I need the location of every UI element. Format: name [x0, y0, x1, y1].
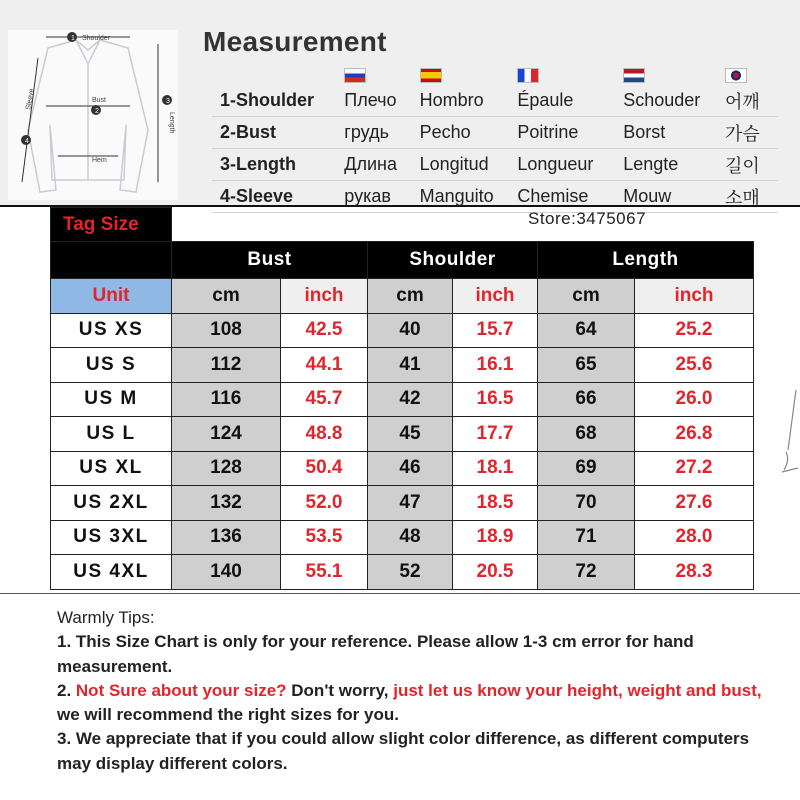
length-cm: 64 — [538, 313, 635, 348]
table-row — [51, 382, 754, 417]
shoulder-cm: 41 — [368, 348, 453, 383]
bust-inch: 50.4 — [281, 451, 368, 486]
translation-ru: Плечо — [342, 85, 417, 117]
flag-row — [212, 64, 778, 85]
translation-kr: 어깨 — [723, 85, 778, 117]
tip-2-question: Not Sure about your size? — [75, 680, 287, 700]
group-length: Length — [538, 242, 754, 279]
table-row — [51, 520, 754, 555]
netherlands-flag-icon — [623, 68, 645, 83]
tag-row — [51, 208, 754, 242]
group-bust: Bust — [172, 242, 368, 279]
tag-size-label: Tag Size — [51, 208, 172, 242]
shirt-diagram-icon — [8, 30, 178, 200]
length-inch: 25.6 — [635, 348, 754, 383]
group-header-row — [51, 242, 754, 279]
shoulder-inch: 16.5 — [453, 382, 538, 417]
shoulder-cm: 40 — [368, 313, 453, 348]
size-label: US 3XL — [51, 520, 172, 555]
unit-header-inch: inch — [635, 279, 754, 314]
length-inch: 28.3 — [635, 555, 754, 590]
tip-1: 1. This Size Chart is only for your reference. Please allow 1-3 cm error for hand measurement. — [57, 632, 694, 676]
diagram-number-2: 2 — [95, 108, 99, 115]
translation-kr: 길이 — [723, 149, 778, 181]
length-cm: 68 — [538, 417, 635, 452]
translation-fr: Poitrine — [515, 117, 621, 149]
shoulder-cm: 45 — [368, 417, 453, 452]
measurement-title: Measurement — [203, 26, 387, 57]
warmly-tips — [57, 606, 777, 776]
bust-inch: 44.1 — [281, 348, 368, 383]
measurement-panel — [0, 0, 800, 207]
translation-ru: рукав — [342, 181, 417, 213]
translation-ru: Длина — [342, 149, 417, 181]
bust-cm: 132 — [172, 486, 281, 521]
shoulder-cm: 48 — [368, 520, 453, 555]
measurement-row — [212, 149, 778, 181]
measurement-translation-table — [212, 64, 778, 213]
length-cm: 72 — [538, 555, 635, 590]
bust-cm: 108 — [172, 313, 281, 348]
diagram-number-4: 4 — [25, 138, 29, 145]
size-label: US L — [51, 417, 172, 452]
size-label: US 4XL — [51, 555, 172, 590]
shoulder-inch: 17.7 — [453, 417, 538, 452]
measurement-key: 2-Bust — [212, 117, 342, 149]
diagram-label-sleeve: Sleeve — [25, 88, 36, 111]
tip-2-recommend: we will recommend the right sizes for you. — [57, 705, 399, 725]
size-label: US XL — [51, 451, 172, 486]
length-inch: 25.2 — [635, 313, 754, 348]
shoulder-cm: 46 — [368, 451, 453, 486]
translation-kr: 소매 — [723, 181, 778, 213]
bust-inch: 42.5 — [281, 313, 368, 348]
bust-cm: 136 — [172, 520, 281, 555]
table-row — [51, 486, 754, 521]
bust-inch: 55.1 — [281, 555, 368, 590]
unit-header-row — [51, 279, 754, 314]
bust-cm: 128 — [172, 451, 281, 486]
bust-inch: 45.7 — [281, 382, 368, 417]
table-row — [51, 451, 754, 486]
length-inch: 27.2 — [635, 451, 754, 486]
size-chart-table — [50, 207, 754, 590]
unit-header-inch: inch — [281, 279, 368, 314]
tip-2-request: just let us know your height, weight and bust, — [393, 680, 762, 700]
measurement-key: 1-Shoulder — [212, 85, 342, 117]
length-cm: 66 — [538, 382, 635, 417]
translation-fr: Chemise — [515, 181, 621, 213]
size-label: US M — [51, 382, 172, 417]
length-inch: 28.0 — [635, 520, 754, 555]
translation-es: Longitud — [418, 149, 516, 181]
translation-nl: Mouw — [621, 181, 723, 213]
length-cm: 69 — [538, 451, 635, 486]
size-label: US 2XL — [51, 486, 172, 521]
bust-cm: 140 — [172, 555, 281, 590]
shirt-diagram — [8, 30, 178, 200]
measurement-row — [212, 85, 778, 117]
shoulder-inch: 20.5 — [453, 555, 538, 590]
tip-2-prefix: 2. — [57, 680, 76, 700]
length-inch: 27.6 — [635, 486, 754, 521]
length-inch: 26.8 — [635, 417, 754, 452]
unit-header-cm: cm — [368, 279, 453, 314]
unit-header-cm: cm — [172, 279, 281, 314]
size-label: US S — [51, 348, 172, 383]
shoulder-cm: 52 — [368, 555, 453, 590]
cropped-garment-outline-icon — [760, 240, 800, 590]
length-cm: 65 — [538, 348, 635, 383]
tips-divider — [0, 593, 800, 594]
length-cm: 70 — [538, 486, 635, 521]
shoulder-inch: 18.5 — [453, 486, 538, 521]
group-shoulder: Shoulder — [368, 242, 538, 279]
table-row — [51, 313, 754, 348]
size-label: US XS — [51, 313, 172, 348]
bust-inch: 52.0 — [281, 486, 368, 521]
tip-3: 3. We appreciate that if you could allow slight color difference, as different computers may display different colors. — [57, 729, 750, 773]
translation-ru: грудь — [342, 117, 417, 149]
shoulder-inch: 18.9 — [453, 520, 538, 555]
translation-es: Manguito — [418, 181, 516, 213]
diagram-number-1: 1 — [71, 35, 75, 42]
diagram-number-3: 3 — [166, 98, 170, 105]
bust-inch: 53.5 — [281, 520, 368, 555]
unit-header-cm: cm — [538, 279, 635, 314]
spain-flag-icon — [420, 68, 442, 83]
table-row — [51, 555, 754, 590]
diagram-label-length: Length — [168, 112, 175, 134]
diagram-label-bust: Bust — [92, 97, 107, 104]
measurement-key: 4-Sleeve — [212, 181, 342, 213]
shoulder-cm: 42 — [368, 382, 453, 417]
shoulder-cm: 47 — [368, 486, 453, 521]
shoulder-inch: 15.7 — [453, 313, 538, 348]
translation-nl: Borst — [621, 117, 723, 149]
measurement-key: 3-Length — [212, 149, 342, 181]
measurement-row — [212, 117, 778, 149]
unit-header-inch: inch — [453, 279, 538, 314]
translation-es: Hombro — [418, 85, 516, 117]
table-row — [51, 417, 754, 452]
translation-kr: 가슴 — [723, 117, 778, 149]
shoulder-inch: 16.1 — [453, 348, 538, 383]
length-inch: 26.0 — [635, 382, 754, 417]
france-flag-icon — [517, 68, 539, 83]
tips-title: Warmly Tips: — [57, 608, 155, 627]
diagram-label-shoulder: Shoulder — [82, 35, 111, 42]
length-cm: 71 — [538, 520, 635, 555]
translation-fr: Longueur — [515, 149, 621, 181]
bust-cm: 112 — [172, 348, 281, 383]
tip-2 — [57, 679, 777, 728]
diagram-label-hem: Hem — [92, 157, 107, 164]
shoulder-inch: 18.1 — [453, 451, 538, 486]
translation-fr: Épaule — [515, 85, 621, 117]
bust-cm: 124 — [172, 417, 281, 452]
table-row — [51, 348, 754, 383]
unit-label: Unit — [51, 279, 172, 314]
bust-inch: 48.8 — [281, 417, 368, 452]
translation-es: Pecho — [418, 117, 516, 149]
store-id: Store:3475067 — [528, 209, 647, 228]
translation-nl: Lengte — [621, 149, 723, 181]
translation-nl: Schouder — [621, 85, 723, 117]
russia-flag-icon — [344, 68, 366, 83]
korea-flag-icon — [725, 68, 747, 83]
tip-2-reassure: Don't worry, — [286, 680, 394, 700]
bust-cm: 116 — [172, 382, 281, 417]
